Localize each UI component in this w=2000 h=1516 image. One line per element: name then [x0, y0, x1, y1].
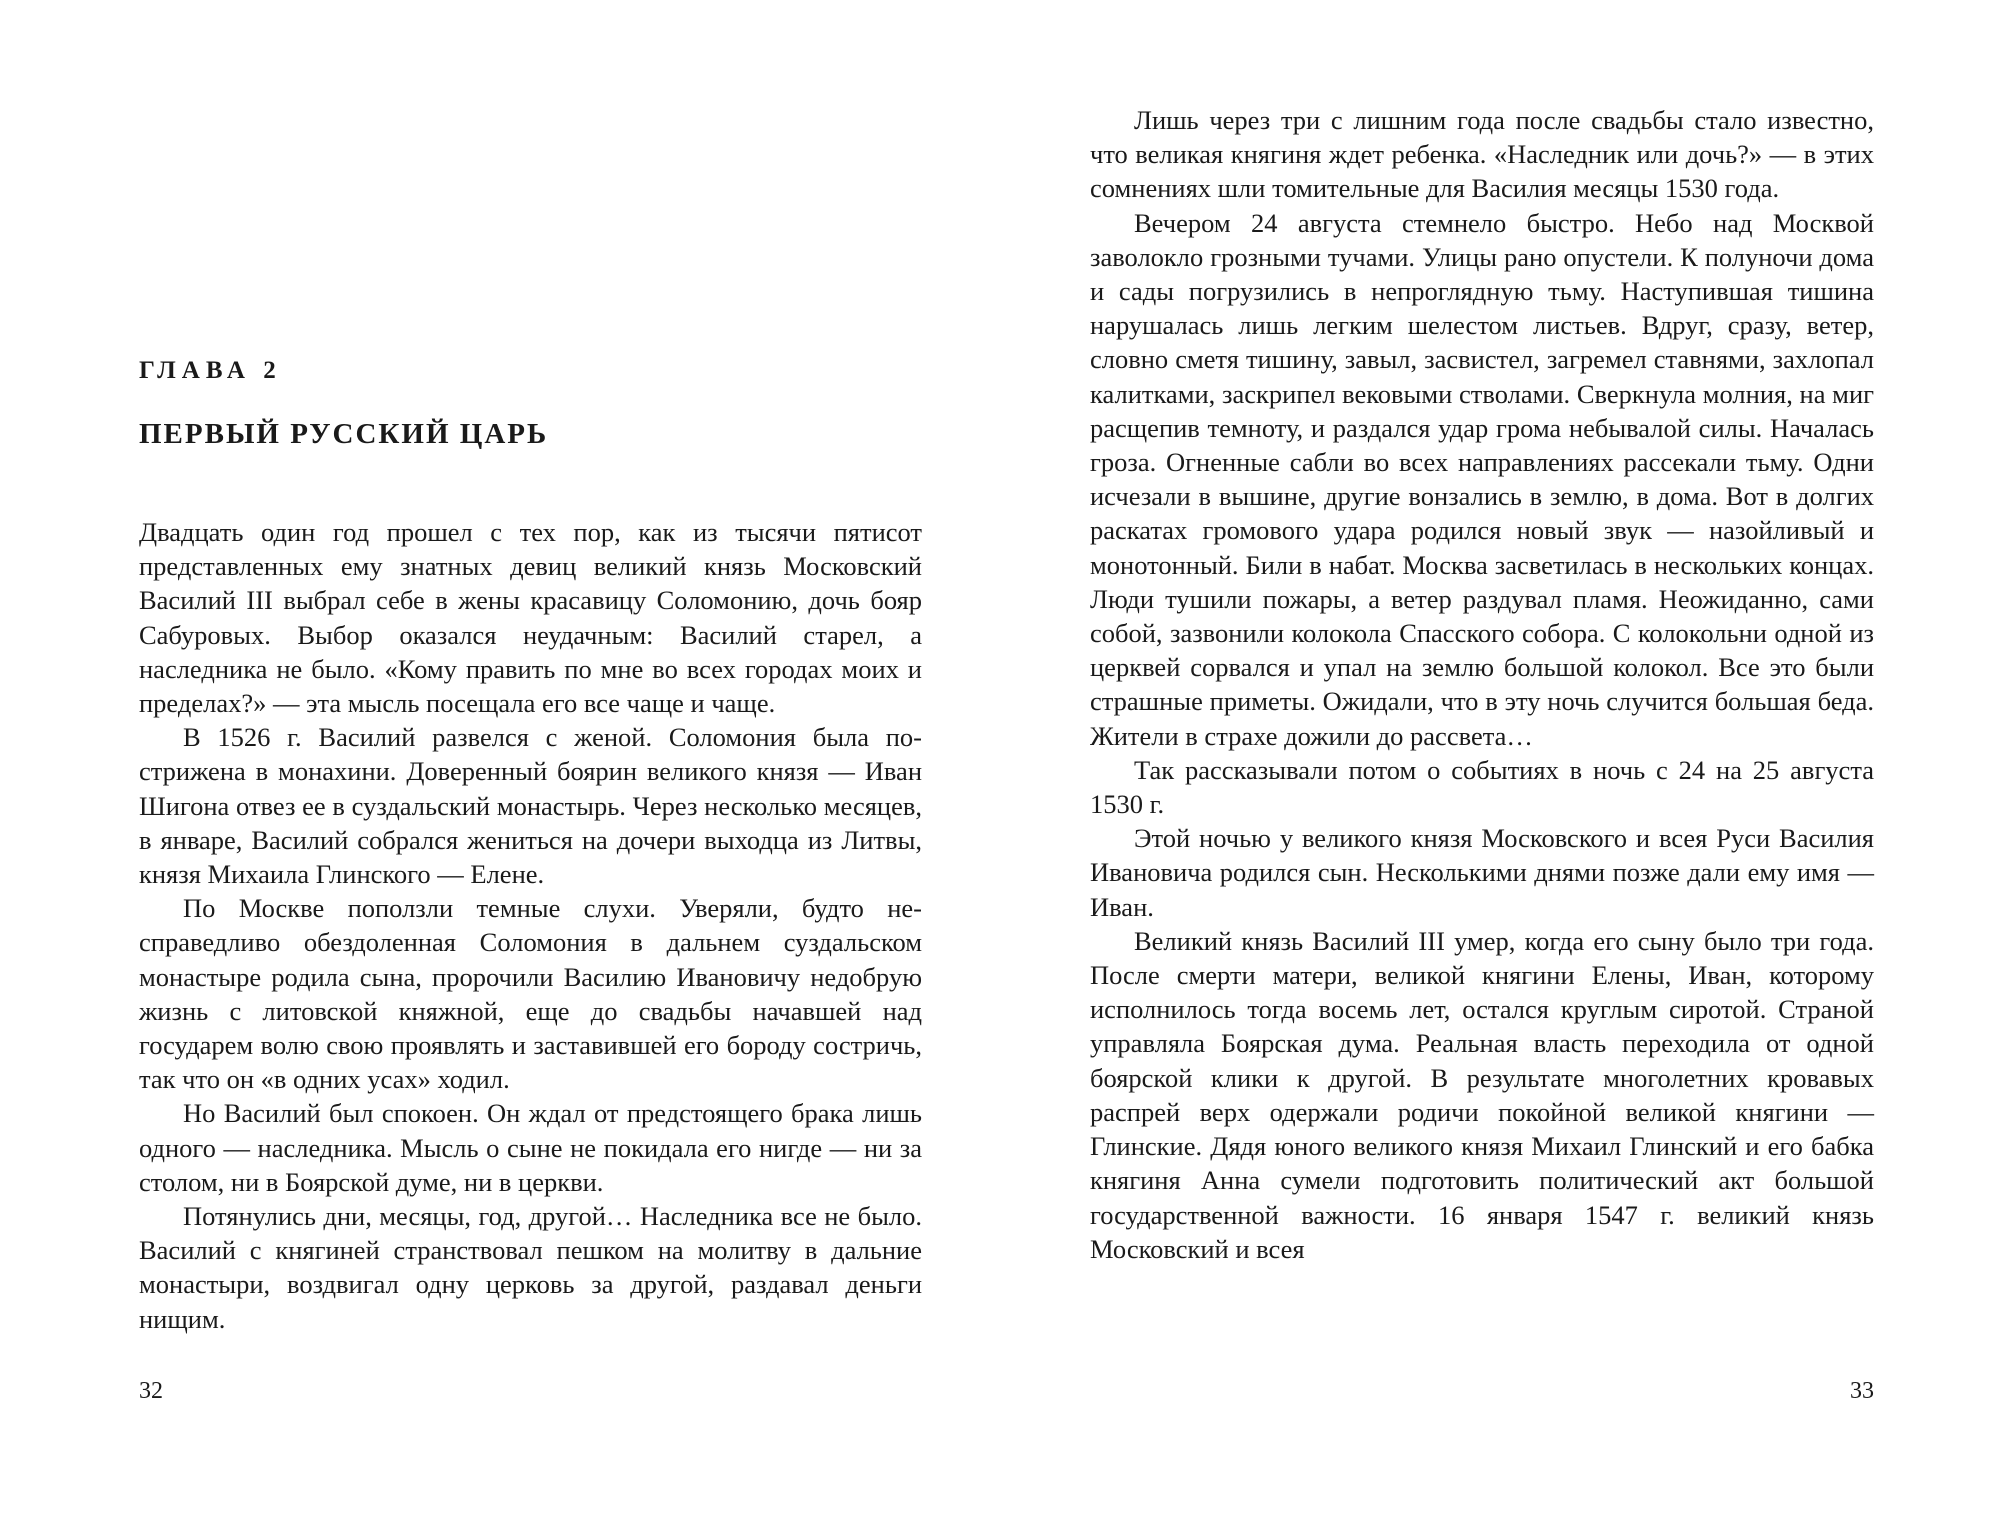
- paragraph: Двадцать один год прошел с тех пор, как из тысячи пятисот представленных ему знатных девиц великий князь Московский Василий III выбрал себе в жены красавицу Соломонию, дочь бояр Сабуровых. Выбор оказался неудачным: Василий старел, а наследника не было. «Кому править по мне во всех городах моих и пределах?» — эта мысль посещала его все чаще и чаще.: [139, 517, 922, 719]
- paragraph: Но Василий был спокоен. Он ждал от предстоящего брака лишь одного — наследника. Мысль о сыне не покидала его нигде — ни за столом, ни в Боярской думе, ни в церкви.: [139, 1098, 922, 1197]
- paragraph: Потянулись дни, месяцы, год, другой… Наследника все не было. Василий с княгиней странствовал пешком на молитву в дальние монастыри, воздвигал одну церковь за другой, раздавал деньги нищим.: [139, 1201, 922, 1334]
- paragraph: По Москве поползли темные слухи. Уверяли, будто несправедливо обездоленная Соломония в дальнем суздальском монастыре родила сына, пророчили Василию Ивановичу недобрую жизнь с литовской княжной, еще до свадьбы начавшей над государем волю свою проявлять и заставившей его бороду состричь, так что он «в одних усах» ходил.: [139, 893, 922, 1095]
- page-number: 33: [1850, 1378, 1874, 1404]
- left-page-body: [139, 515, 922, 1336]
- chapter-label: ГЛАВА 2: [139, 357, 282, 384]
- paragraph: Великий князь Василий III умер, когда его сыну было три года. После смерти матери, великой княгини Елены, Иван, которому исполнилось тогда восемь лет, остался круглым сиротой. Страной управляла Боярская дума. Реальная власть переходила от одной боярской клики к другой. В результате многолетних кровавых распрей верх одержали родичи покойной великой княгини — Глинские. Дядя юного великого князя Михаил Глинский и его бабка княгиня Анна сумели подготовить политический акт большой государственной важности. 16 января 1547 г. великий князь Московский и всея: [1090, 925, 1874, 1264]
- page-number: 32: [139, 1378, 163, 1404]
- paragraph: В 1526 г. Василий развелся с женой. Соломония была пострижена в монахини. Доверенный боярин великого князя — Иван Шигона отвез ее в суздальский монастырь. Через несколько месяцев, в январе, Василий собрался жениться на дочери выходца из Литвы, князя Михаила Глинского — Елене.: [139, 722, 922, 890]
- paragraph: Лишь через три с лишним года после свадьбы стало известно, что великая княгиня ждет ребенка. «Наследник или дочь?» — в этих сомнениях шли томительные для Василия месяцы 1530 года.: [1090, 105, 1874, 204]
- paragraph: Вечером 24 августа стемнело быстро. Небо над Москвой заволокло грозными тучами. Улицы рано опустели. К полуночи дома и сады погрузились в непроглядную тьму. Наступившая тишина нарушалась лишь легким шелестом листьев. Вдруг, сразу, ветер, словно сметя тишину, завыл, засвистел, загремел ставнями, захлопал калитками, заскрипел вековыми стволами. Сверкнула молния, на миг расщепив темноту, и раздался удар грома небывалой силы. Началась гроза. Огненные сабли во всех направлениях рассекали тьму. Одни исчезали в вышине, другие вонзались в землю, в дома. Вот в долгих раскатах громового удара родился новый звук — назойливый и монотонный. Били в набат. Москва засветилась в нескольких концах. Люди тушили пожары, а ветер раздувал пламя. Неожиданно, сами собой, зазвонили колокола Спасского собора. С колокольни одной из церквей сорвался и упал на землю большой колокол. Все это были страшные приметы. Ожидали, что в эту ночь случится большая беда. Жители в страхе дожили до рассвета…: [1090, 207, 1874, 751]
- paragraph: Так рассказывали потом о событиях в ночь с 24 на 25 августа 1530 г.: [1090, 754, 1874, 820]
- right-page-body: [1090, 103, 1874, 1266]
- paragraph: Этой ночью у великого князя Московского и всея Руси Василия Ивановича родился сын. Несколькими днями позже дали ему имя — Иван.: [1090, 823, 1874, 922]
- chapter-title: ПЕРВЫЙ РУССКИЙ ЦАРЬ: [139, 418, 549, 450]
